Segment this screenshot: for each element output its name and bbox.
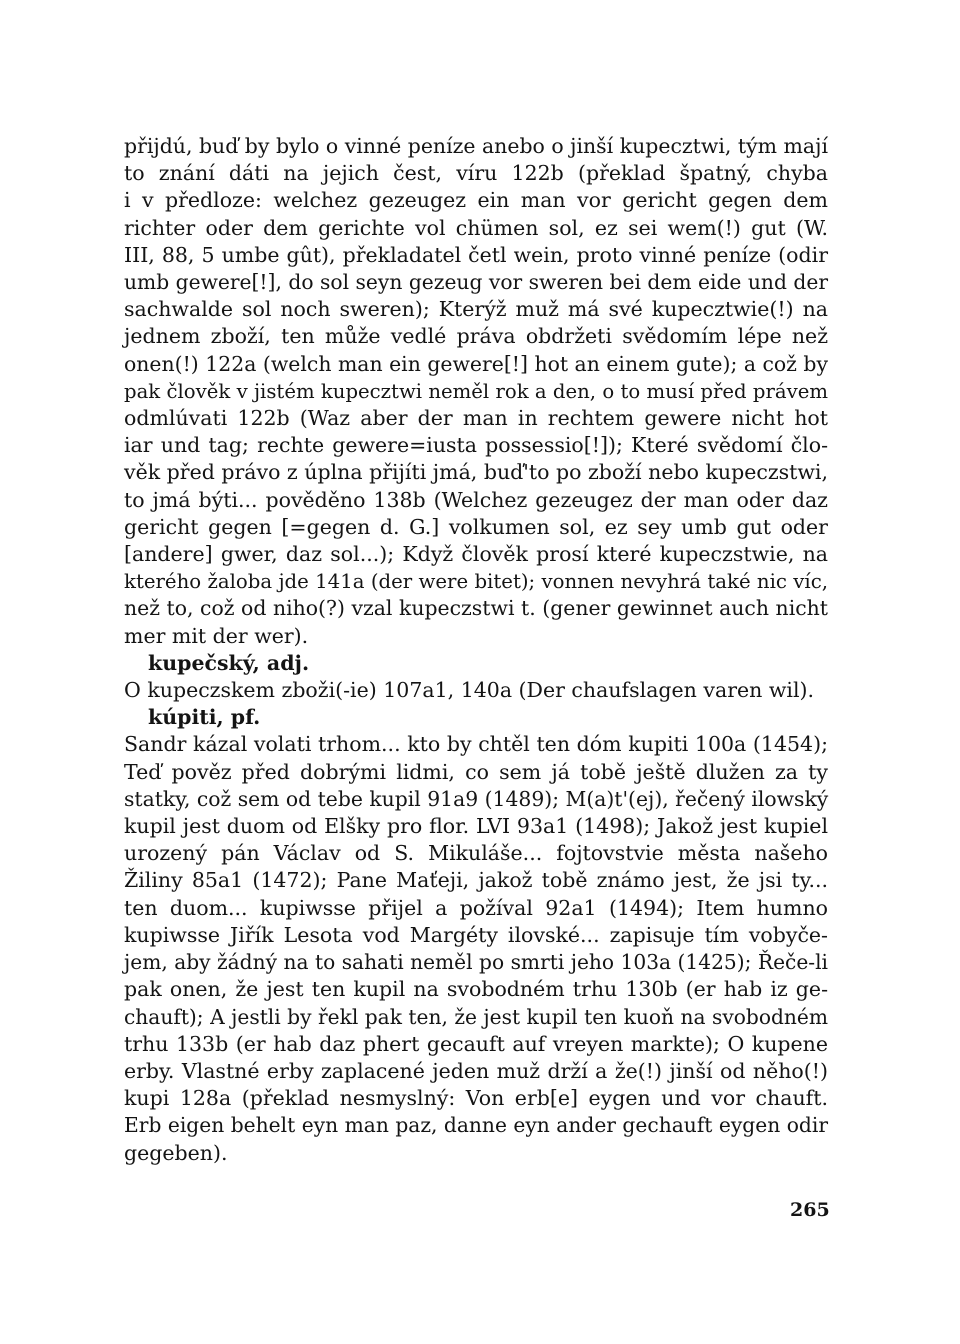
text-line: urozený pán Václav od S. Mikuláše... fojtovstvie města našeho — [124, 841, 828, 866]
text-line: než to, což od niho(?) vzal kupeczstwi t. (gener gewinnet auch nicht — [124, 596, 828, 621]
text-line: to jmá býti... pověděno 138b (Welchez gezeugez der man oder daz — [124, 487, 828, 512]
text-line: kterého žaloba jde 141a (der were bitet); vonnen nevyhrá také nic víc, — [124, 570, 828, 594]
entry-headword: kúpiti, pf. — [148, 705, 261, 730]
text-line: richter oder dem gerichte vol chümen sol, ez sei wem(!) gut (W. — [124, 215, 828, 240]
text-line: mer mit der wer). — [124, 623, 309, 648]
text-line: i v předloze: welchez gezeugez ein man vor gericht gegen dem — [124, 188, 828, 213]
text-line: kupiwsse Jiřík Lesota vod Margéty ilovské... zapisuje tím vobyče- — [124, 922, 828, 947]
text-line: statky, což sem od tebe kupil 91a9 (1489); M(a)t'(ej), řečený ilowský — [124, 786, 829, 811]
text-line: erby. Vlastné erby zaplacené jeden muž drží a že(!) jinší od něho(!) — [124, 1058, 828, 1083]
text-line: to znání dáti na jejich čest, víru 122b (překlad špatný, chyba — [124, 161, 828, 186]
text-line: Erb eigen behelt eyn man paz, danne eyn ander gechauft eygen odir — [124, 1113, 828, 1138]
text-line: jednem zboží, ten může vedlé práva obdržeti svědomím lépe než — [124, 324, 828, 349]
entry-headword: kupečský, adj. — [148, 650, 310, 675]
text-line: onen(!) 122a (welch man ein gewere[!] hot an einem gute); a což by — [124, 351, 829, 376]
text-line: kupil jest duom od Elšky pro flor. LVI 93a1 (1498); Jakož jest kupiel — [124, 814, 828, 839]
text-line: umb gewere[!], do sol seyn gezeug vor sweren bei dem eide und der — [124, 270, 828, 295]
text-line: O kupeczskem zboži(-ie) 107a1, 140a (Der chaufslagen varen wil). — [124, 678, 815, 703]
text-line: pak onen, že jest ten kupil na svobodném trhu 130b (er hab iz ge- — [124, 977, 828, 1002]
text-line: chauft); A jestli by řekl pak ten, že jest kupil ten kuoň na svobodném — [124, 1004, 828, 1029]
text-line: ten duom... kupiwsse přijel a požíval 92a1 (1494); Item humno — [124, 895, 828, 920]
text-line: odmlúvati 122b (Waz aber der man in rechtem gewere nicht hot — [124, 406, 828, 431]
text-line: Sandr kázal volati trhom... kto by chtěl ten dóm kupiti 100a (1454); — [124, 732, 828, 757]
text-line: věk před právo z úplna přijíti jmá, buď'to po zboží nebo kupeczstwi, — [124, 460, 828, 485]
text-line: Žiliny 85a1 (1472); Pane Maťeji, jakož tobě známo jest, že jsi ty... — [124, 868, 828, 893]
text-line: jem, aby žádný na to sahati neměl po smrti jeho 103a (1425); Řeče-li — [124, 950, 828, 975]
text-line: pak člověk v jistém kupecztwi neměl rok a den, o to musí před právem — [124, 379, 828, 403]
text-line: kupi 128a (překlad nesmyslný: Von erb[e] eygen und vor chauft. — [124, 1086, 828, 1111]
text-line: gegeben). — [124, 1140, 228, 1165]
text-line: III, 88, 5 umbe gût), překladatel četl wein, proto vinné peníze (odir — [124, 242, 828, 267]
text-line: gericht gegen [=gegen d. G.] volkumen sol, ez sey umb gut oder — [124, 514, 828, 539]
text-line: [andere] gwer, daz sol...); Když člověk prosí které kupeczstwie, na — [124, 542, 828, 567]
page-number: 265 — [790, 1199, 830, 1221]
text-line: sachwalde sol noch sweren); Kterýž muž má své kupecztwie(!) na — [124, 297, 828, 322]
text-line: iar und tag; rechte gewere=iusta possessio[!]); Které svědomí člo- — [124, 433, 828, 458]
text-line: trhu 133b (er hab daz phert gecauft auf vreyen markte); O kupene — [124, 1031, 828, 1056]
text-line: přijdú, buď by bylo o vinné peníze anebo o jinší kupecztwi, tým mají — [124, 134, 828, 158]
text-line: Teď pověz před dobrými lidmi, co sem já tobě ještě dlužen za ty — [124, 759, 828, 784]
body-text — [124, 133, 828, 1167]
